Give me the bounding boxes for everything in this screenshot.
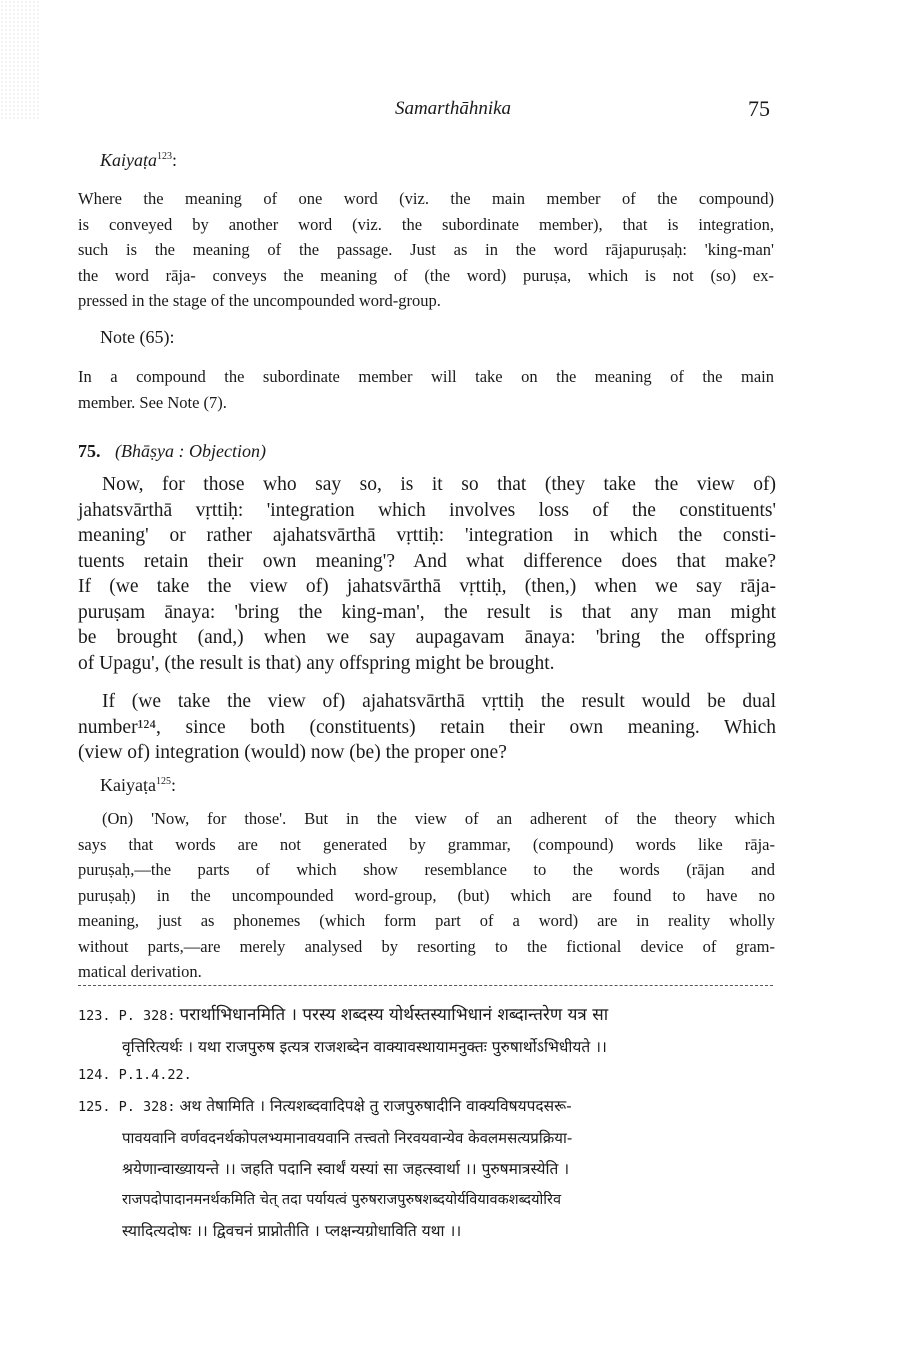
section-title: (Bhāṣya : Objection): [115, 441, 266, 461]
text-line: (view of) integration (would) now (be) the proper one?: [78, 742, 507, 763]
text-line: In a compound the subordinate member will take on the meaning of the main: [78, 367, 774, 386]
text-line: (On) 'Now, for those'. But in the view of an adherent of the theory which: [102, 809, 775, 828]
footnote-ref: 125. P. 328:: [78, 1099, 176, 1115]
text-line: Now, for those who say so, is it so that (they take the view of): [102, 474, 776, 495]
footnote-line: स्यादित्यदोषः ।। द्विवचनं प्राप्नोतीति । प्लक्षन्यग्रोधाविति यथा ।।: [122, 1222, 462, 1240]
text-line: number¹²⁴, since both (constituents) retain their own meaning. Which: [78, 716, 776, 738]
text-line: puruṣam ānaya: 'bring the king-man', the result is that any man might: [78, 601, 776, 623]
text-line: says that words are not generated by grammar, (compound) words like rāja-: [78, 834, 775, 854]
text-line: meaning' or rather ajahatsvārthā vṛttiḥ: 'integration in which the consti-: [78, 525, 776, 546]
text-line: such is the meaning of the passage. Just as in the word rājapuruṣaḥ: 'king-man': [78, 240, 774, 259]
page-number: 75: [748, 96, 770, 121]
text-line: tuents retain their own meaning'? And what difference does that make?: [78, 550, 776, 572]
footnote-ref: 124. P.1.4.22.: [78, 1067, 192, 1083]
section-75-heading: [78, 441, 266, 462]
text-line: jahatsvārthā vṛttiḥ: 'integration which involves loss of the constituents': [78, 499, 776, 521]
text-line: matical derivation.: [78, 962, 202, 981]
footnote-125: [78, 1091, 778, 1247]
text-line: puruṣaḥ) in the uncompounded word-group, (but) which are found to have no: [78, 885, 775, 905]
footnote-line: 125. P. 328: अथ तेषामिति । नित्यशब्दवादिपक्षे तु राजपुरुषादीनि वाक्यविषयपदसरू-: [78, 1097, 572, 1115]
text-line: is conveyed by another word (viz. the subordinate member), that is integration,: [78, 214, 774, 234]
kaiyata-123-text: [78, 186, 774, 314]
text-line: Where the meaning of one word (viz. the main member of the compound): [78, 189, 774, 208]
text-line: meaning, just as phonemes (which form part of a word) are in reality wholly: [78, 911, 775, 930]
text-line: without parts,—are merely analysed by resorting to the fictional device of gram-: [78, 936, 775, 956]
running-header: Samarthāhnika: [394, 98, 512, 119]
text-line: puruṣaḥ,—the parts of which show resemblance to the words (rājan and: [78, 860, 775, 879]
text-line: be brought (and,) when we say aupagavam ānaya: 'bring the offspring: [78, 627, 776, 648]
text-line: If (we take the view of) jahatsvārthā vṛttiḥ, (then,) when we say rāja-: [78, 576, 776, 597]
text-line: If (we take the view of) ajahatsvārthā vṛttiḥ the result would be dual: [102, 691, 776, 712]
text-line: of Upagu', (the result is that) any offspring might be brought.: [78, 652, 555, 674]
note-65-heading: Note (65):: [100, 327, 175, 347]
note-65-text: [78, 364, 774, 415]
section-75-para-2: [78, 689, 776, 766]
text-line: pressed in the stage of the uncompounded word-group.: [78, 291, 441, 310]
section-number: 75.: [78, 441, 101, 461]
footnote-123: [78, 1000, 778, 1063]
text-line: the word rāja- conveys the meaning of (the word) puruṣa, which is not (so) ex-: [78, 265, 774, 285]
kaiyata-123-heading: Kaiyaṭa$^{123}$:: [100, 150, 178, 170]
footnote-line: 123. P. 328: परार्थाभिधानमिति । परस्य शब्दस्य योर्थस्तस्याभिधानं शब्दान्तरेण यत्र सा: [78, 1005, 609, 1025]
footnote-124: [78, 1059, 192, 1091]
footnote-line: वृत्तिरित्यर्थः । यथा राजपुरुष इत्यत्र राजशब्देन वाक्यावस्थायामनुक्तः पुरुषार्थोऽभिधीयते ।।: [122, 1038, 607, 1056]
kaiyata-125-heading: Kaiyaṭa$^{125}$:: [100, 775, 176, 795]
text-line: member. See Note (7).: [78, 392, 227, 412]
kaiyata-125-text: [78, 806, 775, 985]
footnote-line: राजपदोपादानमनर्थकमिति चेत् तदा पर्यायत्वं पुरुषराजपुरुषशब्दयोर्यवियावकशब्दयोरिव: [122, 1192, 562, 1208]
footnote-line: पावयवानि वर्णवदनर्थकोपलभ्यमानावयवानि तत्त्वतो निरवयवान्येव केवलमसत्यप्रक्रिया-: [122, 1129, 573, 1147]
section-75-para-1: [78, 472, 776, 676]
footnote-divider: [78, 985, 773, 986]
footnote-line: श्रयेणान्वाख्यायन्ते ।। जहति पदानि स्वार्थं यस्यां सा जहत्स्वार्था ।। पुरुषमात्रस्येति ।: [122, 1160, 570, 1178]
footnote-ref: 123. P. 328:: [78, 1008, 176, 1024]
